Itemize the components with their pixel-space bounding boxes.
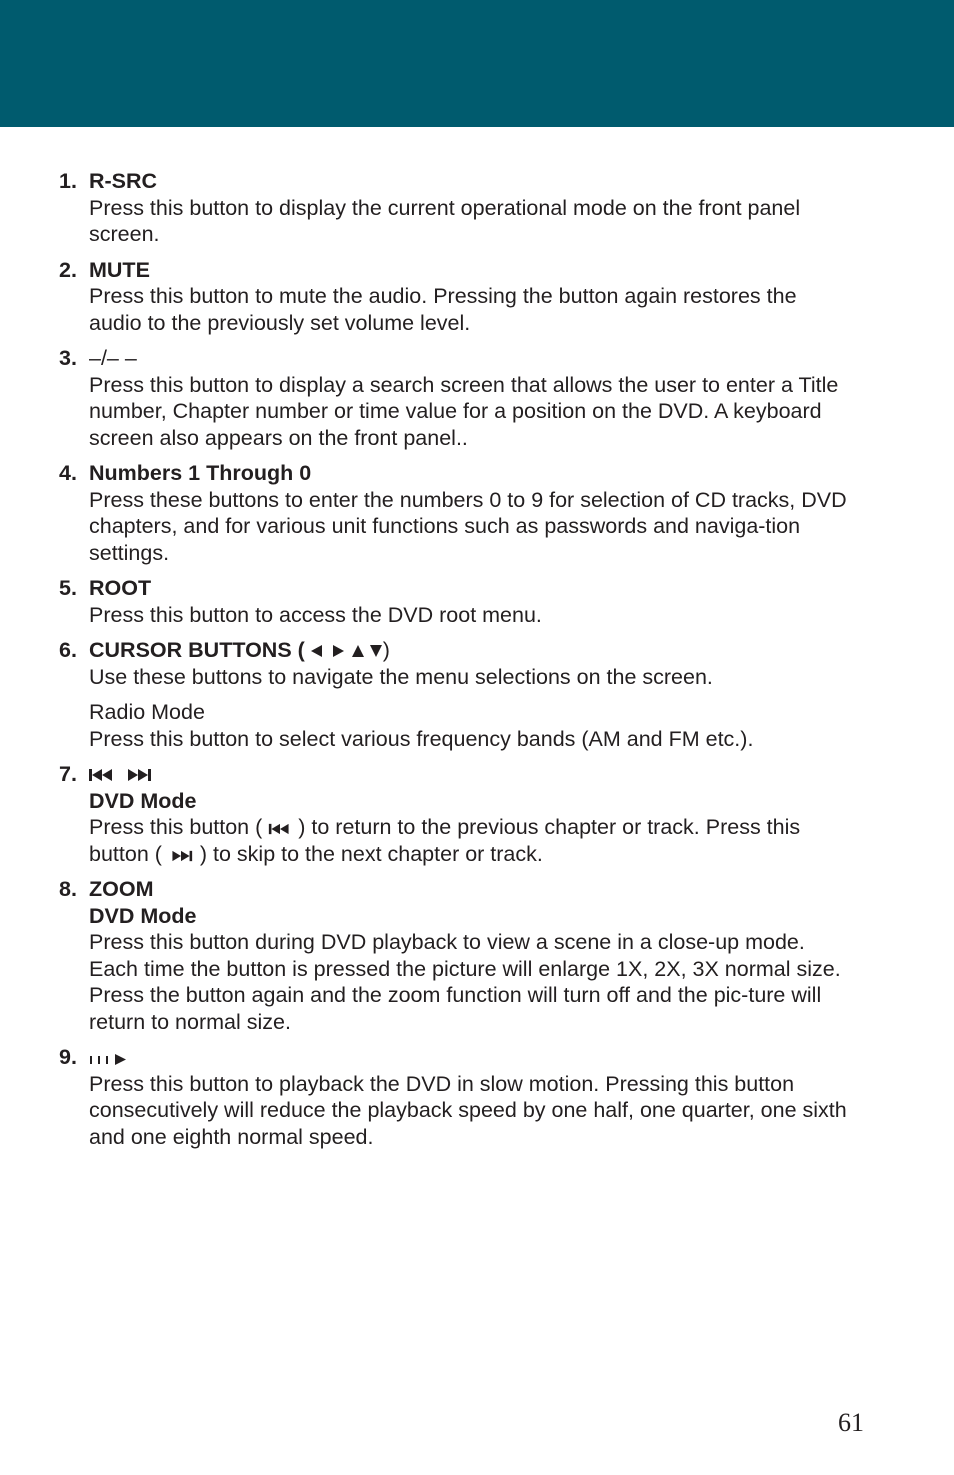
item-title: MUTE	[89, 257, 150, 282]
item-description: Press these buttons to enter the numbers 0 to 9 for selection of CD tracks, DVD chapters, and for various unit functions such as passwords and naviga-tion settings.	[89, 487, 847, 565]
radio-mode-heading: Radio Mode	[89, 700, 205, 724]
item-description: Press this button to playback the DVD in slow motion. Pressing this button consecutively will reduce the playback speed by one half, one quarter, one sixth and one eighth normal speed.	[89, 1071, 847, 1149]
header-band	[0, 0, 954, 127]
list-item-skip	[59, 761, 849, 867]
item-title: Numbers 1 Through 0	[89, 461, 312, 485]
item-title: –/– –	[89, 346, 137, 370]
item-description: Press this button during DVD playback to view a scene in a close-up mode. Each time the button is pressed the picture will enlarge 1X, 2X, 3X normal size. Press the button again and the zoom function will turn off and the pic-ture will return to normal size.	[89, 930, 841, 1034]
list-item-mute	[59, 257, 849, 337]
item-number: 1.	[59, 169, 77, 193]
description-part: Press this button (	[89, 815, 263, 839]
list-item-zoom	[59, 876, 849, 1035]
item-number: 5.	[59, 576, 77, 600]
up-down-arrows-icon	[351, 644, 383, 658]
item-title-icons	[89, 1044, 849, 1071]
list-item-numbers	[59, 460, 849, 566]
item-description: Press this button to display the current operational mode on the front panel screen.	[89, 195, 801, 246]
item-number: 6.	[59, 638, 77, 662]
radio-mode-description: Press this button to select various frequency bands (AM and FM etc.).	[89, 726, 754, 751]
item-title-prefix: CURSOR BUTTONS (	[89, 638, 305, 662]
list-item-r-src	[59, 168, 849, 248]
item-title: ROOT	[89, 576, 152, 600]
description-part: ) to return to the previous chapter or track. Press this button (	[89, 815, 801, 866]
item-title-icons	[89, 761, 849, 788]
item-title-suffix: )	[382, 638, 390, 662]
skip-previous-icon	[268, 823, 292, 835]
skip-previous-icon	[89, 768, 115, 782]
page-number: 61	[838, 1408, 864, 1437]
item-subheading: DVD Mode	[89, 903, 197, 928]
list-item-search	[59, 345, 849, 451]
item-description: Press this button to access the DVD root menu.	[89, 602, 542, 627]
item-number: 7.	[59, 762, 77, 786]
item-number: 4.	[59, 461, 77, 485]
item-title: R-SRC	[89, 169, 158, 193]
item-description: Use these buttons to navigate the menu selections on the screen.	[89, 664, 713, 689]
list-item-root	[59, 575, 849, 628]
skip-next-icon	[124, 768, 152, 782]
item-description	[89, 814, 849, 867]
radio-mode-block	[89, 699, 849, 752]
list-item-slow	[59, 1044, 849, 1150]
left-right-arrows-icon	[311, 644, 345, 658]
item-title: ZOOM	[89, 877, 154, 901]
description-part: ) to skip to the next chapter or track.	[199, 841, 543, 866]
item-number: 2.	[59, 257, 77, 282]
button-description-list	[59, 168, 849, 1159]
slow-motion-icon	[89, 1053, 127, 1065]
item-description: Press this button to display a search screen that allows the user to enter a Title number, Chapter number or time value for a position on the DVD. A keyboard screen also appears on the front panel..	[89, 372, 839, 450]
item-description: Press this button to mute the audio. Pressing the button again restores the audio to the previously set volume level.	[89, 284, 797, 335]
skip-next-icon	[168, 850, 194, 862]
item-subheading: DVD Mode	[89, 788, 197, 813]
item-title	[89, 637, 849, 664]
item-number: 9.	[59, 1045, 77, 1069]
item-number: 3.	[59, 346, 77, 370]
item-number: 8.	[59, 877, 77, 901]
list-item-cursor-buttons	[59, 637, 849, 752]
